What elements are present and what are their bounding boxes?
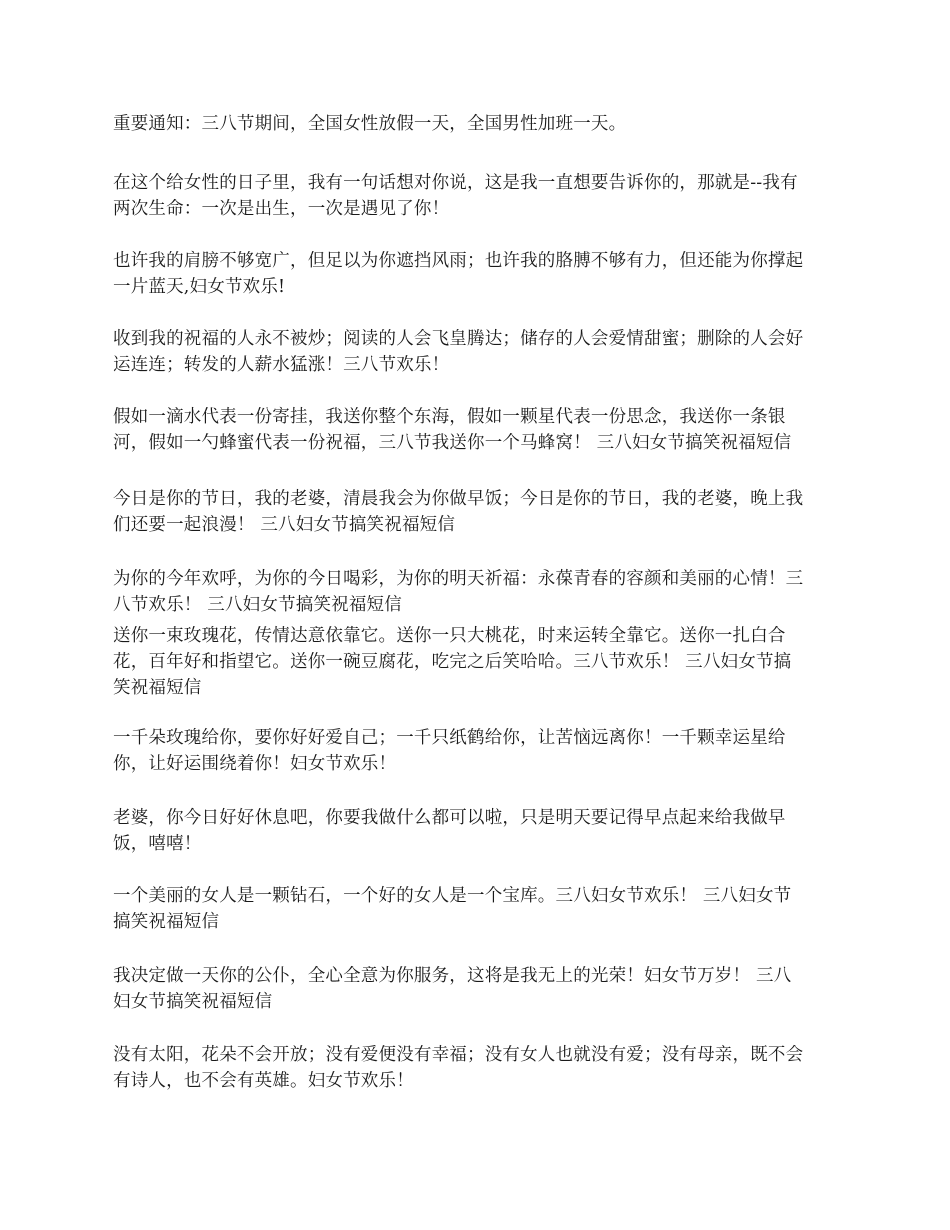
- paragraph-line: 运连连；转发的人薪水猛涨！三八节欢乐！: [113, 355, 450, 375]
- paragraph: [113, 963, 843, 1015]
- paragraph: [113, 486, 843, 538]
- paragraph-line: 没有太阳，花朵不会开放；没有爱便没有幸福；没有女人也就没有爱；没有母亲，既不会: [113, 1045, 804, 1065]
- paragraph-line: 八节欢乐！ 三八妇女节搞笑祝福短信: [113, 595, 402, 615]
- paragraph-line: 们还要一起浪漫！ 三八妇女节搞笑祝福短信: [113, 515, 456, 535]
- paragraph-line: 河，假如一勺蜂蜜代表一份祝福，三八节我送你一个马蜂窝！ 三八妇女节搞笑祝福短信: [113, 433, 792, 453]
- paragraph: [113, 326, 843, 378]
- paragraph-line: 送你一束玫瑰花，传情达意依靠它。送你一只大桃花，时来运转全靠它。送你一扎白合: [113, 626, 786, 646]
- paragraph: [113, 404, 843, 456]
- paragraph-line: 一个美丽的女人是一颗钻石，一个好的女人是一个宝库。三八妇女节欢乐！ 三八妇女节: [113, 886, 792, 906]
- paragraph: [113, 248, 843, 300]
- paragraph-line: 妇女节搞笑祝福短信: [113, 992, 273, 1012]
- paragraph-line: 也许我的肩膀不够宽广，但足以为你遮挡风雨；也许我的胳膊不够有力，但还能为你撑起: [113, 251, 804, 271]
- paragraph-line: 花，百年好和指望它。送你一碗豆腐花，吃完之后笑哈哈。三八节欢乐！ 三八妇女节搞: [113, 652, 792, 672]
- paragraph-line: 假如一滴水代表一份寄挂，我送你整个东海，假如一颗星代表一份思念，我送你一条银: [113, 407, 786, 427]
- paragraph-line: 搞笑祝福短信: [113, 912, 220, 932]
- paragraph: [113, 623, 843, 701]
- paragraph-line: 两次生命：一次是出生，一次是遇见了你！: [113, 199, 450, 219]
- paragraph-line: 我决定做一天你的公仆，全心全意为你服务，这将是我无上的光荣！妇女节万岁！ 三八: [113, 966, 792, 986]
- paragraph: [113, 883, 843, 935]
- paragraph-line: 有诗人，也不会有英雄。妇女节欢乐！: [113, 1071, 414, 1091]
- paragraph-line: 你，让好运围绕着你！妇女节欢乐！: [113, 754, 397, 774]
- paragraph-line: 收到我的祝福的人永不被炒；阅读的人会飞皇腾达；储存的人会爱情甜蜜；删除的人会好: [113, 329, 804, 349]
- paragraph: [113, 805, 843, 857]
- paragraph: [113, 1042, 843, 1094]
- paragraph-line: 为你的今年欢呼，为你的今日喝彩，为你的明天祈福：永葆青春的容颜和美丽的心情！三: [113, 569, 804, 589]
- paragraph-line: 一片蓝天,妇女节欢乐!: [113, 277, 286, 297]
- paragraph-line: 笑祝福短信: [113, 678, 202, 698]
- paragraph: [113, 111, 843, 137]
- paragraph-line: 重要通知：三八节期间，全国女性放假一天，全国男性加班一天。: [113, 114, 627, 134]
- paragraph-line: 老婆，你今日好好休息吧，你要我做什么都可以啦，只是明天要记得早点起来给我做早: [113, 808, 786, 828]
- paragraph-line: 饭，嘻嘻！: [113, 834, 202, 854]
- paragraph-line: 一千朵玫瑰给你，要你好好爱自己；一千只纸鹤给你，让苦恼远离你！一千颗幸运星给: [113, 728, 786, 748]
- paragraph: [113, 566, 843, 618]
- paragraph-line: 在这个给女性的日子里，我有一句话想对你说，这是我一直想要告诉你的，那就是--我有: [113, 173, 798, 193]
- paragraph: [113, 170, 843, 222]
- paragraph-line: 今日是你的节日，我的老婆，清晨我会为你做早饭；今日是你的节日，我的老婆，晚上我: [113, 489, 804, 509]
- paragraph: [113, 725, 843, 777]
